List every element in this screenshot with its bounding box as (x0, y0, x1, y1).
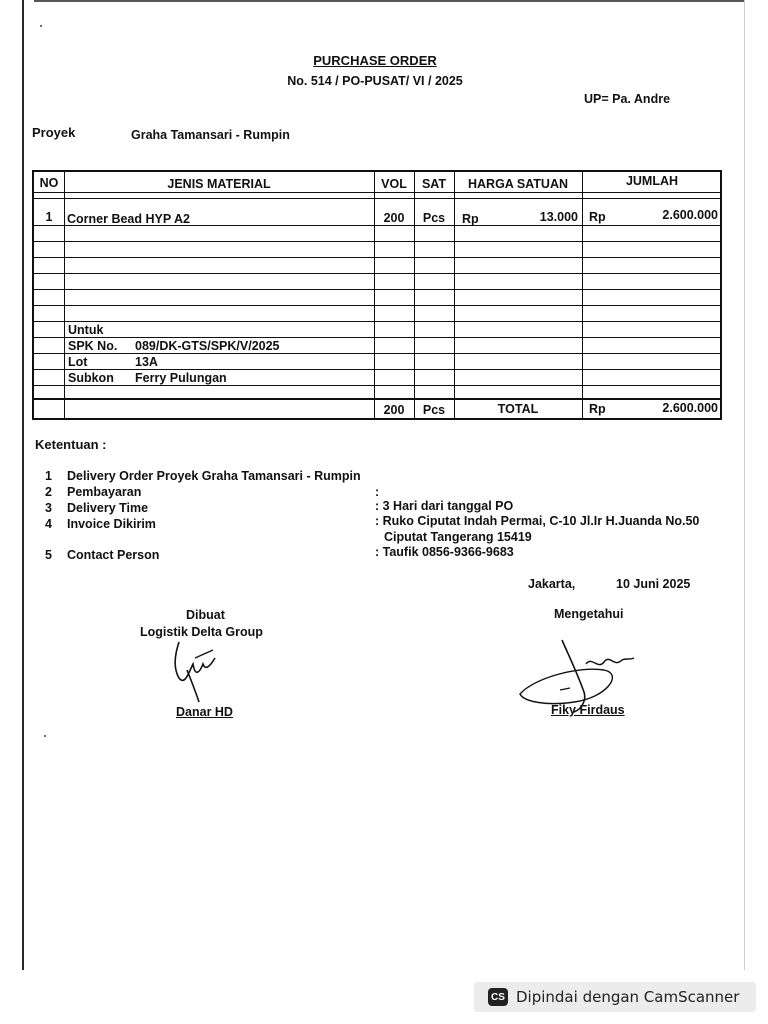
material-table (32, 170, 722, 420)
scan-top-edge (34, 0, 744, 2)
scan-right-edge (744, 0, 745, 970)
term-number: 2 (45, 485, 52, 499)
table-divider (374, 172, 375, 418)
project-label: Proyek (32, 125, 76, 140)
right-signer-role: Mengetahui (554, 607, 624, 621)
right-signer-name: Fiky Firdaus (551, 703, 625, 717)
camscanner-text: Dipindai dengan CamScanner (516, 988, 740, 1006)
project-value: Graha Tamansari - Rumpin (131, 128, 290, 142)
attention-line: UP= Pa. Andre (584, 92, 671, 106)
note-untuk: Untuk (68, 323, 104, 337)
row-sat: Pcs (422, 211, 446, 225)
table-divider (34, 198, 720, 199)
scan-speck (44, 735, 46, 737)
col-header-jumlah: JUMLAH (625, 174, 679, 188)
col-header-vol: VOL (381, 177, 407, 191)
camscanner-watermark (474, 982, 756, 1012)
row-no: 1 (45, 210, 53, 224)
table-divider (34, 273, 720, 274)
term-value: : Taufik 0856-9366-9683 (375, 545, 514, 559)
table-divider (34, 385, 720, 386)
term-number: 4 (45, 517, 52, 531)
term-number: 1 (45, 469, 52, 483)
term-value: : Ruko Ciputat Indah Permai, C-10 Jl.Ir H.Juanda No.50 (375, 514, 700, 528)
document-title: PURCHASE ORDER (313, 53, 437, 68)
scan-left-edge (22, 0, 24, 970)
terms-title: Ketentuan : (35, 437, 107, 452)
col-header-no: NO (39, 176, 59, 190)
term-label: Delivery Time (67, 501, 149, 515)
left-signer-org: Logistik Delta Group (140, 625, 263, 639)
row-material: Corner Bead HYP A2 (67, 212, 190, 226)
signing-date: 10 Juni 2025 (616, 577, 691, 591)
table-divider (34, 305, 720, 306)
note-lot-label: Lot (68, 355, 88, 369)
left-signer-name: Danar HD (176, 705, 233, 719)
term-value: : (375, 485, 380, 499)
table-divider (34, 369, 720, 370)
table-divider (34, 353, 720, 354)
term-label: Invoice Dikirim (67, 517, 156, 531)
term-label: Pembayaran (67, 485, 142, 499)
row-harga: 13.000 (539, 210, 578, 224)
total-sat: Pcs (422, 403, 446, 417)
scan-speck (40, 25, 42, 27)
total-amount: 2.600.000 (662, 401, 718, 415)
total-vol: 200 (383, 403, 405, 417)
table-divider (34, 192, 720, 193)
left-signer-role: Dibuat (186, 608, 225, 622)
col-header-harga: HARGA SATUAN (468, 177, 568, 191)
table-divider (454, 172, 455, 418)
term-number: 5 (45, 548, 52, 562)
table-divider (34, 337, 720, 338)
term-value: : 3 Hari dari tanggal PO (375, 499, 514, 513)
table-divider (34, 241, 720, 242)
table-divider (34, 398, 720, 400)
row-jumlah-currency: Rp (589, 210, 606, 224)
row-jumlah: 2.600.000 (662, 208, 718, 222)
term-label: Contact Person (67, 548, 160, 562)
table-divider (34, 289, 720, 290)
table-divider (414, 172, 415, 418)
table-divider (64, 172, 65, 418)
note-subkon-label: Subkon (68, 371, 114, 385)
term-number: 3 (45, 501, 52, 515)
term-value-line2: Ciputat Tangerang 15419 (384, 530, 532, 544)
left-signature (165, 640, 225, 704)
camscanner-logo-icon: CS (488, 988, 508, 1006)
col-header-material: JENIS MATERIAL (167, 177, 271, 191)
note-spk-value: 089/DK-GTS/SPK/V/2025 (135, 339, 280, 353)
note-spk-label: SPK No. (68, 339, 118, 353)
col-header-sat: SAT (421, 177, 447, 191)
note-subkon-value: Ferry Pulungan (135, 371, 227, 385)
note-lot-value: 13A (135, 355, 158, 369)
table-divider (582, 172, 583, 418)
total-currency: Rp (589, 402, 606, 416)
table-divider (34, 321, 720, 322)
po-number: No. 514 / PO-PUSAT/ VI / 2025 (287, 74, 463, 88)
table-divider (34, 257, 720, 258)
term-label: Delivery Order Proyek Graha Tamansari - Rumpin (67, 469, 361, 483)
signing-place: Jakarta, (528, 577, 576, 591)
row-vol: 200 (383, 211, 405, 225)
row-harga-currency: Rp (462, 212, 479, 226)
total-label: TOTAL (497, 402, 539, 416)
